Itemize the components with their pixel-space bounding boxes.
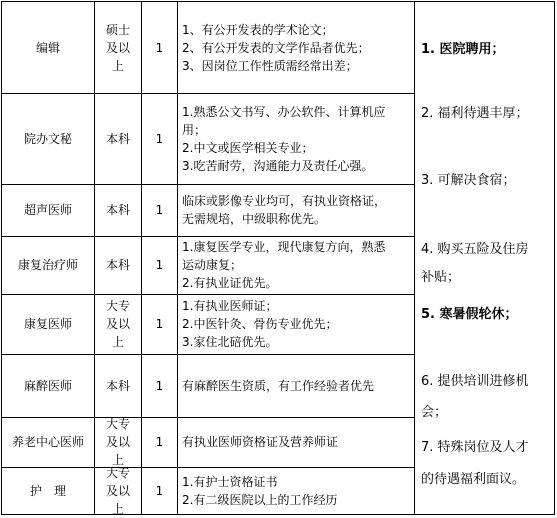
column-divider <box>414 2 415 514</box>
position-cell <box>2 2 94 93</box>
position-name: 护 理 <box>29 483 66 498</box>
count-cell <box>142 354 177 417</box>
education-line: 硕士 <box>105 22 130 37</box>
education-line: 上 <box>111 453 124 467</box>
headcount: 1 <box>155 131 164 146</box>
requirements-cell <box>178 236 414 294</box>
count-cell <box>142 236 177 294</box>
position-cell <box>2 354 94 417</box>
requirements-cell <box>178 354 414 417</box>
education-line: 及以 <box>105 317 130 331</box>
requirement-line: 1.熟悉公文书写、办公软件、计算机应 <box>182 104 386 119</box>
requirement-line: 1.康复医学专业，现代康复方向，熟悉 <box>182 240 386 254</box>
count-cell <box>142 467 177 514</box>
requirements-cell <box>178 2 414 93</box>
position-name: 超声医师 <box>23 203 72 217</box>
education-cell <box>95 236 141 294</box>
position-name: 康复医师 <box>23 317 72 331</box>
requirement-line: 3.家住北碚优先。 <box>182 335 278 349</box>
requirements-cell <box>178 417 414 467</box>
requirement-line: 2.有二级医院以上的工作经历 <box>182 492 338 507</box>
education-cell <box>95 184 141 236</box>
position-name: 院办文秘 <box>23 131 72 146</box>
requirement-line: 2、有公开发表的文学作品者优先； <box>182 40 370 55</box>
requirement-line: 1、有公开发表的学术论文； <box>182 22 334 37</box>
position-cell <box>2 93 94 184</box>
position-name: 编辑 <box>35 40 60 55</box>
requirements-cell <box>178 184 414 236</box>
position-cell <box>2 417 94 467</box>
benefit-item: 补贴； <box>421 270 461 285</box>
requirement-line: 2.中医针灸、骨伤专业优先； <box>182 317 338 331</box>
requirement-line: 3、因岗位工作性质需经常出差； <box>182 58 358 73</box>
requirement-line: 1.有执业医师证； <box>182 299 278 313</box>
education-line: 及以 <box>105 483 130 498</box>
requirement-line: 临床或影像专业均可，有执业资格证， <box>182 194 387 208</box>
education-cell <box>95 2 141 93</box>
benefit-item: 会； <box>421 405 448 420</box>
recruitment-table <box>1 1 555 515</box>
education-line: 上 <box>111 58 124 73</box>
education-cell <box>95 467 141 514</box>
education-cell <box>95 294 141 354</box>
position-cell <box>2 184 94 236</box>
requirement-line: 有执业医师资格证及营养师证 <box>182 435 339 449</box>
education-cell <box>95 354 141 417</box>
education-line: 本科 <box>105 203 130 217</box>
position-cell <box>2 294 94 354</box>
requirement-line: 用； <box>182 122 207 137</box>
requirement-line: 2.中文或医学相关专业； <box>182 140 314 155</box>
education-cell <box>95 417 141 467</box>
education-line: 上 <box>111 335 124 349</box>
education-line: 本科 <box>105 258 130 272</box>
position-name: 麻醉医师 <box>23 378 72 393</box>
benefit-item: 4. 购买五险及住房 <box>421 242 529 257</box>
position-cell <box>2 467 94 514</box>
requirement-line: 无需规培，中级职称优先。 <box>182 212 327 226</box>
education-line: 本科 <box>105 378 130 393</box>
benefit-item: 5. 寒暑假轮休； <box>421 307 518 322</box>
count-cell <box>142 2 177 93</box>
headcount: 1 <box>155 378 164 393</box>
education-line: 及以 <box>105 435 130 449</box>
count-cell <box>142 93 177 184</box>
position-name: 养老中心医师 <box>11 435 84 449</box>
education-line: 大专 <box>105 417 130 431</box>
requirement-line: 有麻醉医生资质，有工作经验者优先 <box>182 378 375 393</box>
education-line: 大专 <box>105 465 130 480</box>
count-cell <box>142 184 177 236</box>
headcount: 1 <box>155 483 164 498</box>
count-cell <box>142 417 177 467</box>
count-cell <box>142 294 177 354</box>
benefit-item: 2. 福利待遇丰厚； <box>421 106 529 121</box>
requirements-cell <box>178 294 414 354</box>
benefit-item: 6. 提供培训进修机 <box>421 374 529 389</box>
requirement-line: 1.有护士资格证书 <box>182 474 278 489</box>
headcount: 1 <box>155 317 164 331</box>
headcount: 1 <box>155 40 164 55</box>
requirements-cell <box>178 93 414 184</box>
benefit-item: 7. 特殊岗位及人才 <box>421 440 529 455</box>
education-line: 本科 <box>105 131 130 146</box>
headcount: 1 <box>155 258 164 272</box>
requirement-line: 3.吃苦耐劳，沟通能力及责任心强。 <box>182 158 374 173</box>
requirement-line: 运动康复； <box>182 258 243 272</box>
requirement-line: 2.有执业证优先。 <box>182 276 278 290</box>
education-line: 大专 <box>105 299 130 313</box>
position-name: 康复治疗师 <box>17 258 78 272</box>
education-line: 及以 <box>105 40 130 55</box>
benefits-column <box>417 2 555 514</box>
education-cell <box>95 93 141 184</box>
headcount: 1 <box>155 203 164 217</box>
requirements-cell <box>178 467 414 514</box>
headcount: 1 <box>155 435 164 449</box>
benefit-item: 的待遇福利面议。 <box>421 472 526 487</box>
position-cell <box>2 236 94 294</box>
benefit-item: 3. 可解决食宿； <box>421 173 516 188</box>
benefit-item: 1. 医院聘用； <box>421 42 505 57</box>
education-line: 上 <box>111 501 124 516</box>
